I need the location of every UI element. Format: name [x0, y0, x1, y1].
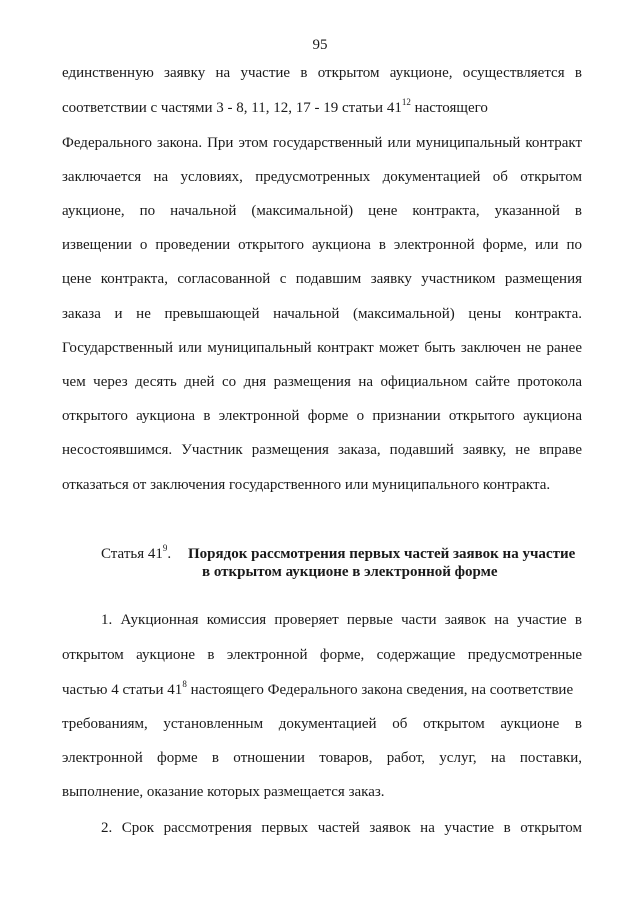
article-label-text: Статья 41: [101, 546, 163, 562]
text-line-segment: частью 4 статьи 41: [62, 682, 183, 698]
text-line: единственную заявку на участие в открытом аукционе, осуществляется в: [62, 65, 582, 81]
superscript: 9: [162, 543, 168, 553]
text-line: выполнение, оказание которых размещается заказ.: [62, 784, 385, 800]
article-label-dot: .: [167, 546, 172, 562]
text-line: [62, 680, 582, 700]
text-line-segment: настоящего: [410, 100, 488, 116]
text-line-segment: настоящего Федерального закона сведения, на соответствие: [186, 682, 574, 698]
page-number: 95: [312, 37, 328, 53]
text-line: Федерального закона. При этом государственный или муниципальный контракт: [62, 135, 582, 151]
text-line: чем через десять дней со дня размещения на официальном сайте протокола: [62, 374, 582, 390]
article-title-line-1: Порядок рассмотрения первых частей заявок на участие: [188, 546, 576, 562]
article-label: [101, 544, 171, 564]
text-line: заказа и не превышающей начальной (максимальной) цены контракта.: [62, 306, 582, 322]
text-line: открытого аукциона в электронной форме о признании открытого аукциона: [62, 408, 582, 424]
text-line: открытом аукционе в электронной форме, содержащие предусмотренные: [62, 647, 582, 663]
text-line: [62, 98, 582, 118]
text-line: электронной форме в отношении товаров, работ, услуг, на поставки,: [62, 750, 582, 766]
text-line: цене контракта, согласованной с подавшим заявку участником размещения: [62, 271, 582, 287]
text-line: 2. Срок рассмотрения первых частей заявок на участие в открытом: [101, 820, 582, 836]
superscript: 12: [401, 97, 411, 107]
text-line: отказаться от заключения государственного или муниципального контракта.: [62, 477, 551, 493]
text-line-segment: соответствии с частями 3 - 8, 11, 12, 17 - 19 статьи 41: [62, 100, 402, 116]
text-line: Государственный или муниципальный контракт может быть заключен не ранее: [62, 340, 582, 356]
superscript: 8: [182, 679, 187, 689]
text-line: аукционе, по начальной (максимальной) цене контракта, указанной в: [62, 203, 582, 219]
article-title-line-2: в открытом аукционе в электронной форме: [202, 564, 498, 580]
text-line: 1. Аукционная комиссия проверяет первые части заявок на участие в: [101, 612, 582, 628]
text-line: извещении о проведении открытого аукциона в электронной форме, или по: [62, 237, 582, 253]
text-line: требованиям, установленным документацией об открытом аукционе в: [62, 716, 582, 732]
text-line: заключается на условиях, предусмотренных документацией об открытом: [62, 169, 582, 185]
text-line: несостоявшимся. Участник размещения заказа, подавший заявку, не вправе: [62, 442, 582, 458]
